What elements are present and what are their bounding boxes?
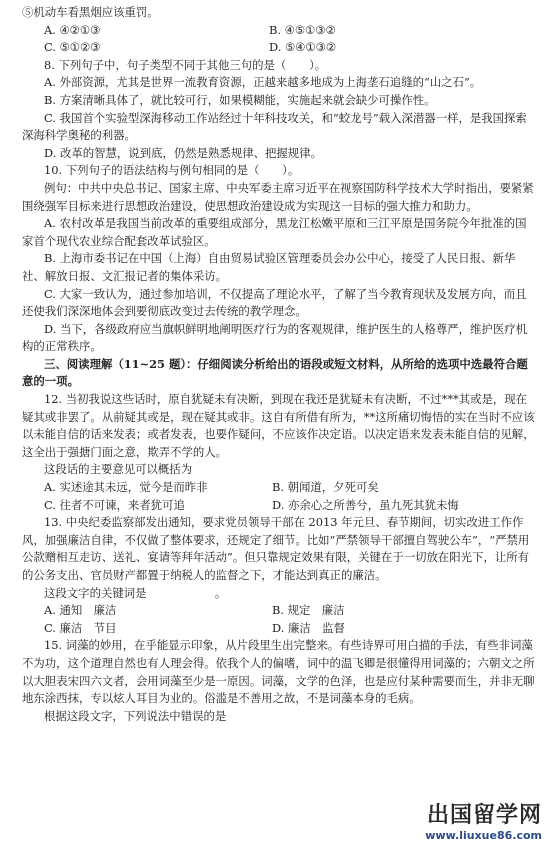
options-row xyxy=(22,22,536,40)
question-12: 12. 当初我说这些话时，原自犹疑未有决断，到现在我还是犹疑未有决断，不过***其或是，现在疑其或非罢了。从前疑其或是，现在疑其或非。这自有所借有所为，**这所痛切悔悟的实在当时不应该以未能自信的话来发表；或者发表，也要作疑问，不应该作决定语。以决定语来发表未能自信的见解，这全出于强搪门面之意，欺弄不学的人。 xyxy=(22,392,535,459)
options-row xyxy=(22,602,536,620)
option-c: C. 我国首个实验型深海移动工作站经过十年科技攻关，和“蛟龙号”载入深潜器一样，是我国探索深海科学奥秘的利器。 xyxy=(22,110,527,143)
question-10: 10. 下列句子的语法结构与例句相同的是（ ）。 xyxy=(44,163,300,178)
options-row xyxy=(22,497,536,515)
option-a: A. ④②①③ xyxy=(44,22,101,37)
option-a: A. 农村改革是我国当前改革的重要组成部分，黑龙江松嫩平原和三江平原是国务院今年批准的国家首个现代农业综合配套改革试验区。 xyxy=(22,216,527,248)
example-sentence: 例句：中共中央总书记、国家主席、中央军委主席习近平在视察国防科学技术大学时指出，要紧紧围绕强军目标来进行思想政治建设，使思想政治建设成为实现这一目标的强大推力和助力。 xyxy=(22,180,534,213)
option-d: D. 改革的智慧，说到底，仍然是熟悉规律、把握规律。 xyxy=(44,145,322,160)
question-8: 8. 下列句子中，句子类型不同于其他三句的是（ ）。 xyxy=(44,57,327,72)
option-d: D. 廉洁 监督 xyxy=(272,620,345,635)
option-d: D. 亦余心之所善兮，虽九死其犹未悔 xyxy=(272,497,459,512)
text-line: ⑤机动车看黑烟应该重罚。 xyxy=(22,5,159,19)
question-15: 15. 词藻的妙用，在乎能显示印象，从片段里生出完整来。有些诗界可用白描的手法，有些非词藻不为功，这个道理自然也有人理会得。依我个人的偏嗜，词中的温飞卿是很懂得用词藻的；六朝文之所以大胆表宋四六文者，会用词藻至少是一原因。词藻，文学的色泽，也是应付某种需要而生，并非无聊地东涂西抹，专以炫人耳目为业的。俗滥是不善用之故，不是词藻本身的毛病。 xyxy=(22,638,535,706)
options-row xyxy=(22,479,536,497)
option-b: B. 规定 廉洁 xyxy=(272,603,345,618)
option-a: A. 实述途其未远，觉今是而昨非 xyxy=(44,480,208,495)
option-c: C. 大家一致认为，通过参加培训，不仅提高了理论水平，了解了当今教育现状及发展方向，而且还使我们深深地体会到要彻底改变过去传统的教学理念。 xyxy=(22,286,527,319)
option-d: D. ⑤④①③② xyxy=(269,40,337,55)
option-c: C. ⑤①②③ xyxy=(44,40,101,55)
option-b: B. 上海市委书记在中国（上海）自由贸易试验区管理委员会办公中心，接受了人民日报、新华社、解放日报、文汇报记者的集体采访。 xyxy=(22,251,516,283)
question-stem: 根据这段文字，下列说法中错误的是 xyxy=(44,708,227,723)
option-a: A. 外部资源，尤其是世界一流教育资源，正越来越多地成为上海垄石追缝的“山之石”。 xyxy=(44,75,482,90)
option-d: D. 当下，各级政府应当旗帜鲜明地阐明医疗行为的客观规律，维护医生的人格尊严，维护医疗机构的正常秩序。 xyxy=(22,321,527,354)
options-row xyxy=(22,620,536,638)
question-stem: 这段文字的关键词是 。 xyxy=(44,585,227,600)
question-stem: 这段话的主要意见可以概括为 xyxy=(44,462,193,477)
option-a: A. 通知 廉洁 xyxy=(44,603,117,618)
option-b: B. 朝闻道，夕死可矣 xyxy=(272,480,379,495)
watermark-logo xyxy=(425,803,542,842)
watermark-title: 出国留学网 xyxy=(426,803,542,828)
question-13: 13. 中央纪委监察部发出通知，要求党员领导干部在 2013 年元旦、春节期间，切实改进工作作风，加强廉洁自律，不仅做了整体要求，还规定了细节。比如“严禁领导干部擅自驾驶公车”，“严禁用公款赠相互走访、送礼、宴请等拜年活动”。但只靠规定效果有限，关键在于一切放在阳光下，让所有的公务支出、官员财产都置于纳税人的监督之下，才能达到真正的廉洁。 xyxy=(22,515,530,582)
option-c: C. 廉洁 节目 xyxy=(44,620,117,635)
section-heading: 三、阅读理解（11~25 题）：仔细阅读分析给出的语段或短文材料，从所给的选项中选最符合题意的一项。 xyxy=(22,356,528,389)
options-row xyxy=(22,39,536,57)
option-c: C. 往者不可谏，来者犹可追 xyxy=(44,497,185,512)
option-b: B. ④⑤①③② xyxy=(269,22,336,37)
watermark-url: www.liuxue86.com xyxy=(425,829,542,842)
option-b: B. 方案清晰具体了，就比较可行，如果模糊能，实施起来就会缺少可操作性。 xyxy=(44,92,436,107)
